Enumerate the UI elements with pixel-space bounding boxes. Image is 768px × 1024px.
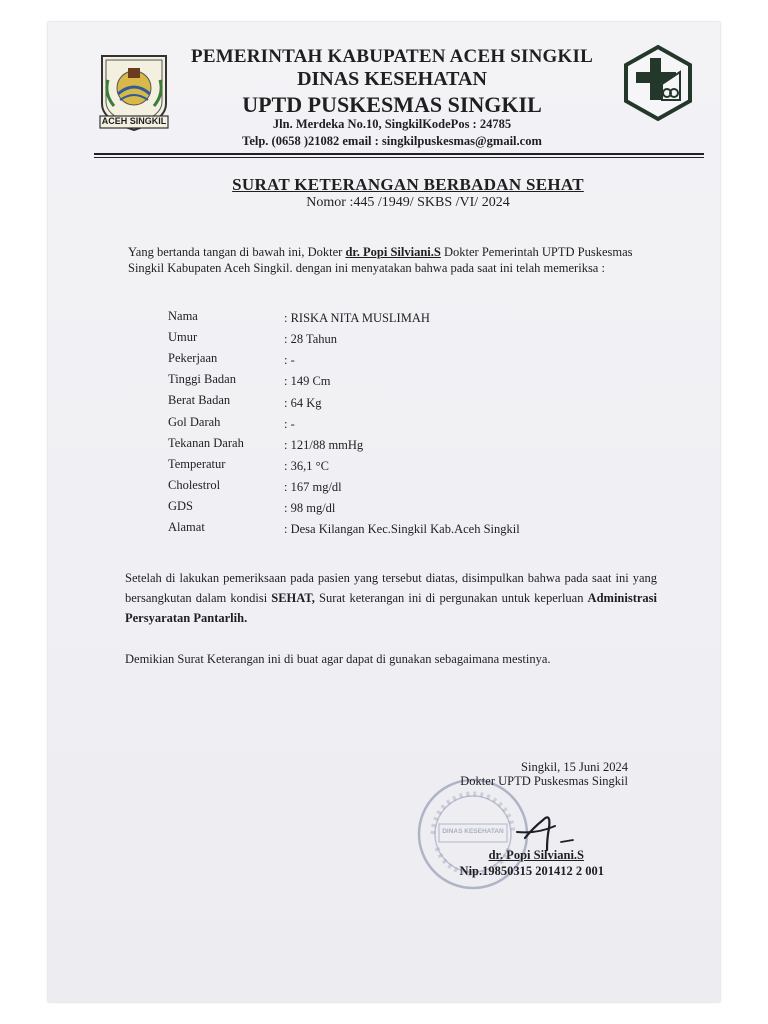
field-label-pekerjaan: Pekerjaan	[168, 351, 218, 365]
government-heading: PEMERINTAH KABUPATEN ACEH SINGKIL	[191, 46, 593, 67]
field-value-temperatur: : 36,1 °C	[284, 459, 329, 473]
field-value-umur: : 28 Tahun	[284, 332, 338, 346]
field-label-nama: Nama	[168, 309, 198, 323]
field-label-berat-badan: Berat Badan	[168, 393, 231, 407]
field-label-temperatur: Temperatur	[168, 457, 226, 471]
health-service-emblem-icon	[622, 44, 694, 122]
field-value-alamat: : Desa Kilangan Kec.Singkil Kab.Aceh Singkil	[284, 522, 520, 536]
field-value-gds: : 98 mg/dl	[284, 501, 336, 515]
conclusion-paragraph	[125, 568, 657, 628]
letterhead-divider-thin	[94, 157, 704, 158]
address-line: Jln. Merdeka No.10, SingkilKodePos : 24785	[272, 117, 512, 131]
intro-paragraph	[128, 244, 638, 276]
purpose-text: Administrasi Persyaratan Pantarlih.	[125, 591, 657, 625]
document-title: SURAT KETERANGAN BERBADAN SEHAT	[232, 175, 584, 194]
field-label-umur: Umur	[168, 330, 198, 344]
letter-page	[48, 22, 720, 1002]
field-value-pekerjaan: : -	[284, 353, 295, 367]
conclusion-text-2: Surat keterangan ini di pergunakan untuk keperluan	[314, 591, 588, 605]
field-label-gds: GDS	[168, 499, 194, 513]
signer-nip: Nip.19850315 201412 2 001	[459, 864, 604, 878]
field-value-nama: : RISKA NITA MUSLIMAH	[284, 311, 430, 325]
signer-position: Dokter UPTD Puskesmas Singkil	[460, 774, 628, 788]
closing-paragraph: Demikian Surat Keterangan ini di buat agar dapat di gunakan sebagaimana mestinya.	[125, 652, 551, 666]
contact-line: Telp. (0658 )21082 email : singkilpuskesmas@gmail.com	[242, 134, 542, 148]
emblem-caption: ACEH SINGKIL	[101, 116, 167, 126]
stamp-label: DINAS KESEHATAN	[442, 828, 504, 835]
health-status: SEHAT,	[271, 591, 315, 605]
field-value-tekanan-darah: : 121/88 mmHg	[284, 438, 364, 452]
intro-text-before: Yang bertanda tangan di bawah ini, Dokter	[128, 245, 346, 259]
field-label-tekanan-darah: Tekanan Darah	[168, 436, 244, 450]
field-label-gol-darah: Gol Darah	[168, 415, 221, 429]
document-number: Nomor :445 /1949/ SKBS /VI/ 2024	[306, 195, 510, 210]
agency-heading: DINAS KESEHATAN	[297, 68, 487, 90]
field-value-berat-badan: : 64 Kg	[284, 396, 322, 410]
doctor-name-inline: dr. Popi Silviani.S	[345, 245, 441, 259]
conclusion-text-1: Setelah di lakukan pemeriksaan pada pasien yang tersebut diatas, disimpulkan bahwa pada saat ini yang bersangkutan dalam kondisi	[125, 571, 657, 605]
field-value-gol-darah: : -	[284, 417, 295, 431]
intro-text-after: Dokter Pemerintah UPTD Puskesmas Singkil Kabupaten Aceh Singkil. dengan ini menyatakan bahwa pada saat ini telah memeriksa :	[128, 245, 633, 275]
field-value-tinggi-badan: : 149 Cm	[284, 374, 331, 388]
field-label-tinggi-badan: Tinggi Badan	[168, 372, 236, 386]
place-date: Singkil, 15 Juni 2024	[521, 760, 628, 774]
institution-heading: UPTD PUSKESMAS SINGKIL	[242, 92, 542, 117]
field-label-cholestrol: Cholestrol	[168, 478, 221, 492]
field-value-cholestrol: : 167 mg/dl	[284, 480, 342, 494]
signer-name: dr. Popi Silviani.S	[488, 848, 584, 862]
letterhead-divider	[94, 153, 704, 155]
field-label-alamat: Alamat	[168, 520, 205, 534]
